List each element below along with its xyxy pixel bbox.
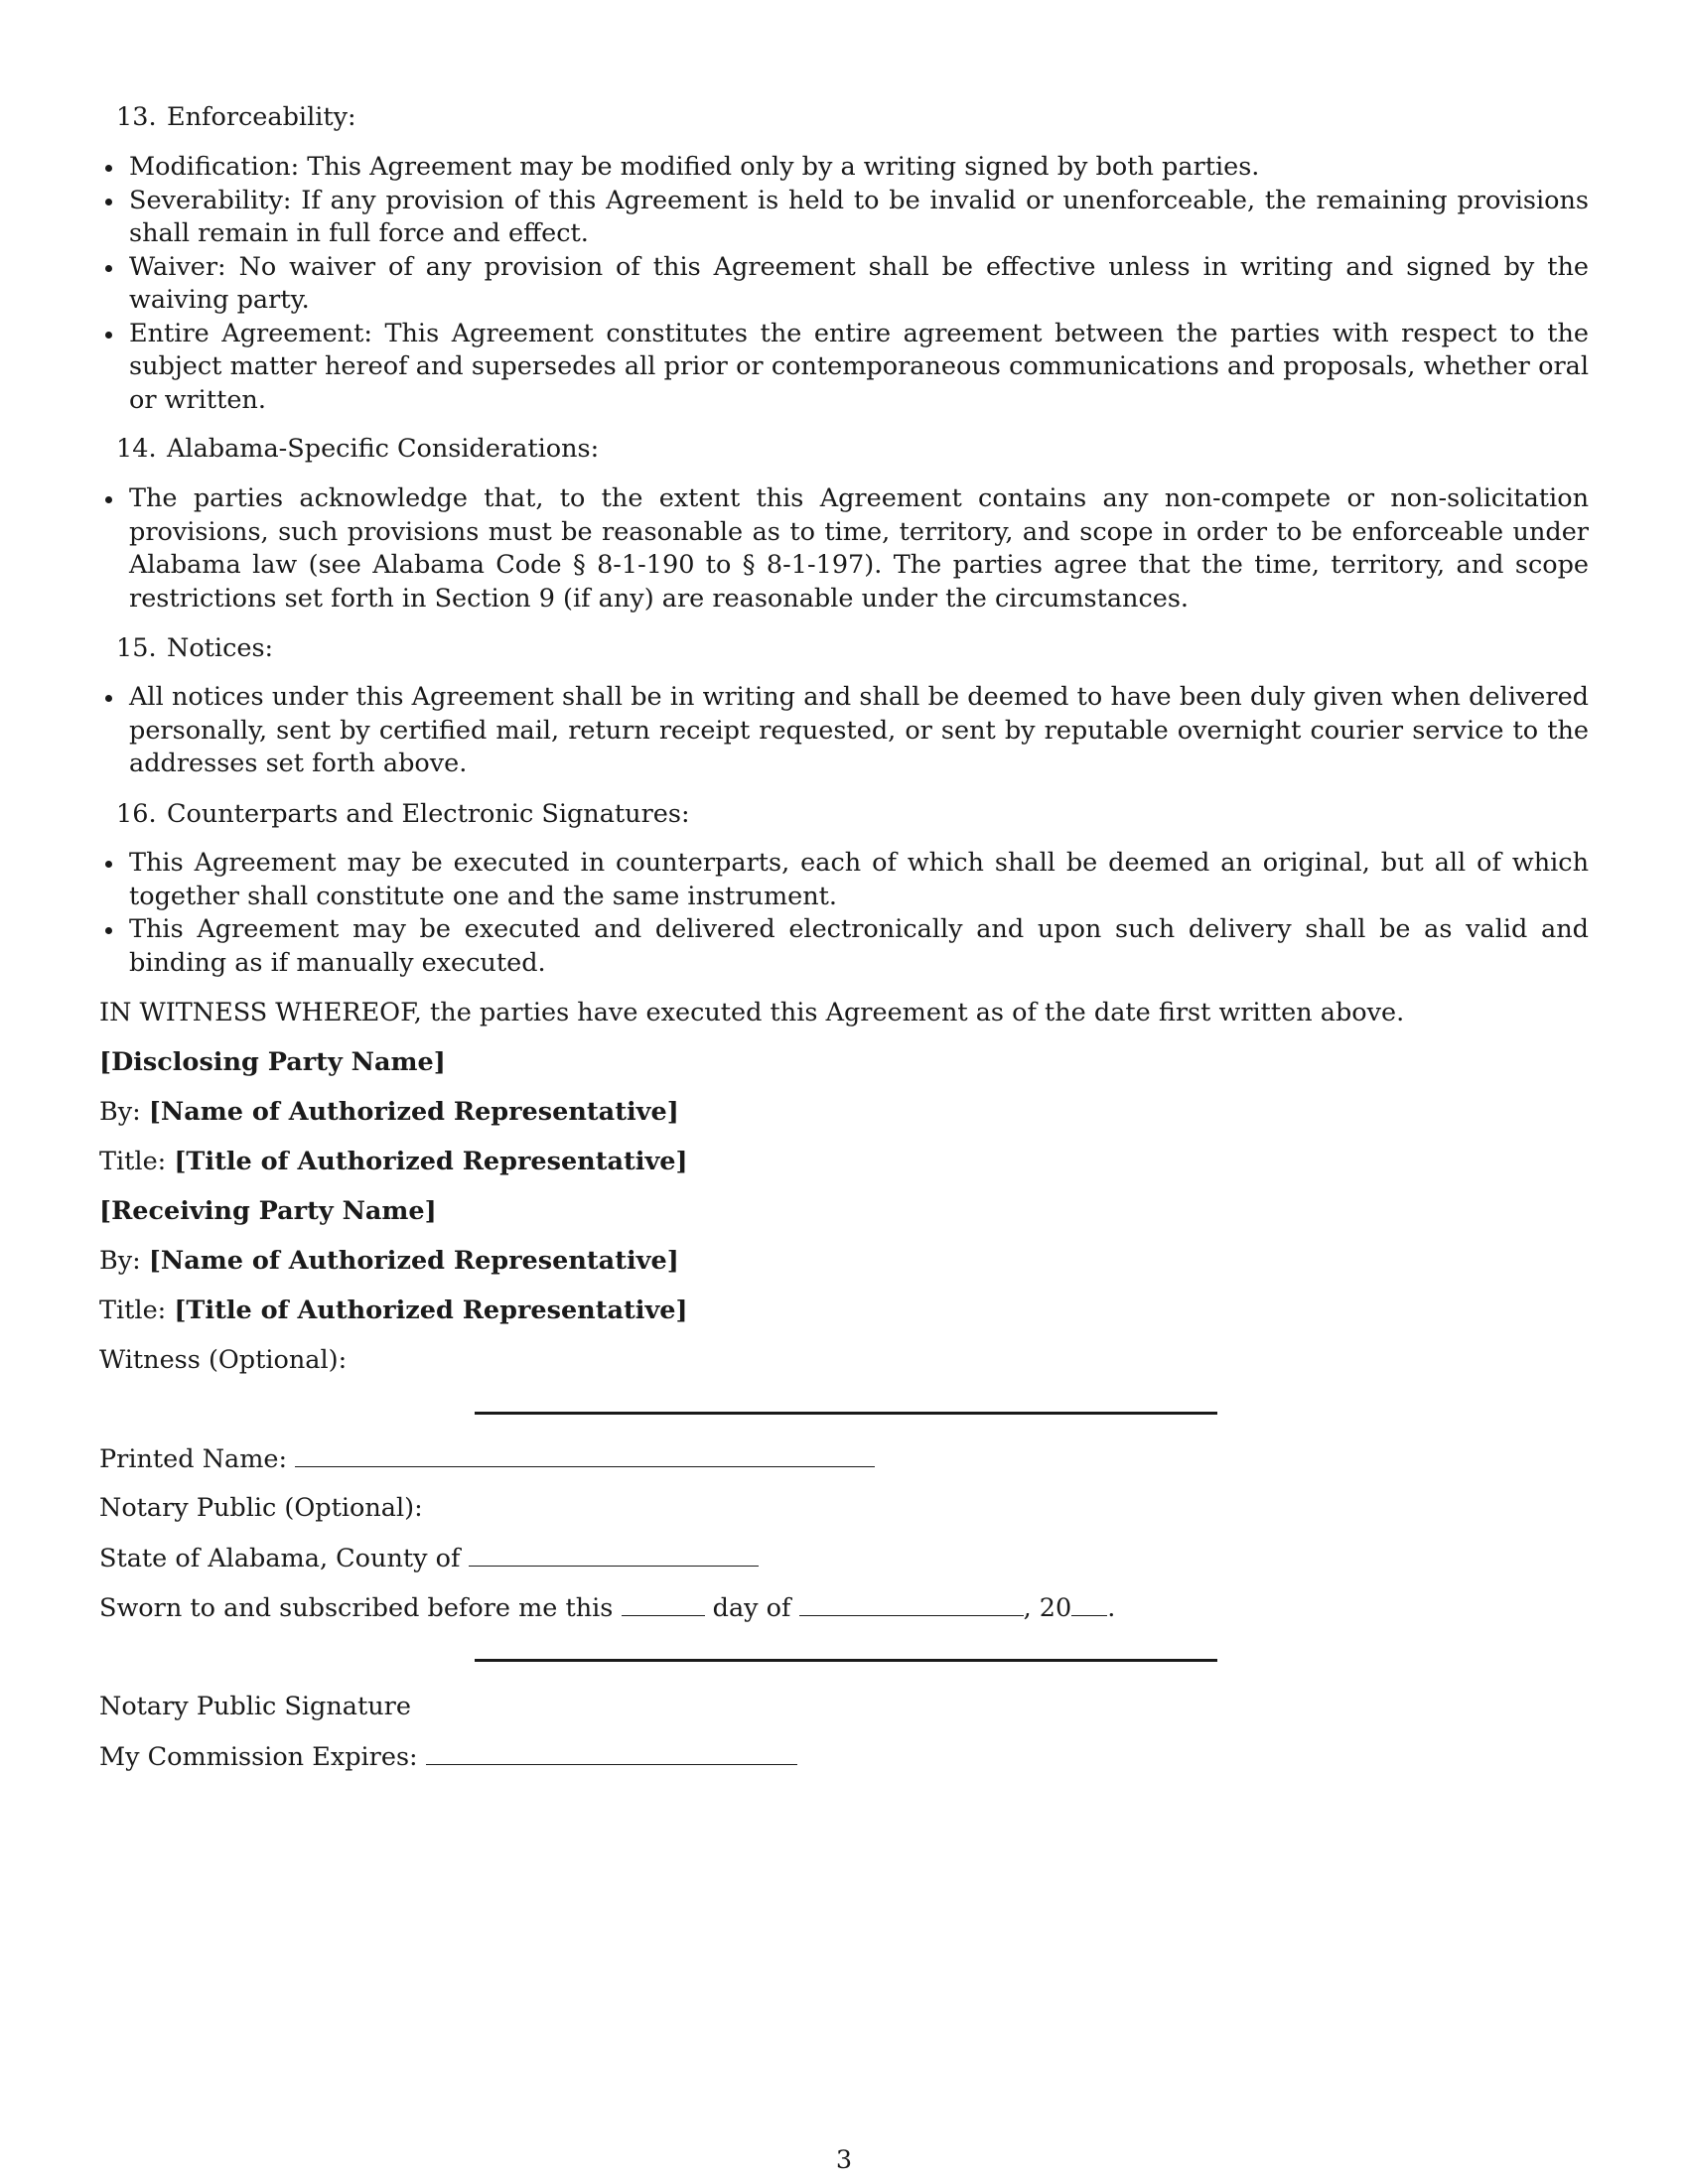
disclosing-title-line: Title: [Title of Authorized Representative]: [99, 1147, 688, 1176]
receiving-by-line: By: [Name of Authorized Representative]: [99, 1246, 679, 1276]
printed-name-line: Printed Name:: [99, 1442, 875, 1477]
commission-expires-line: My Commission Expires:: [99, 1740, 797, 1775]
receiving-title-line: Title: [Title of Authorized Representative]: [99, 1296, 688, 1325]
notary-label: Notary Public (Optional):: [99, 1493, 423, 1523]
list-item: All notices under this Agreement shall be in writing and shall be deemed to have been duly given when delivered personally, sent by certified mail, return receipt requested, or sent by reputable overnight courier service to the addresses set forth above.: [129, 681, 1589, 781]
notary-signature-line[interactable]: [475, 1659, 1217, 1662]
receiving-party-name: [Receiving Party Name]: [99, 1196, 437, 1226]
section-16-list: [129, 847, 1589, 980]
list-item: This Agreement may be executed and delivered electronically and upon such delivery shall be as valid and binding as if manually executed.: [129, 913, 1589, 980]
section-15-list: [129, 681, 1589, 781]
section-number: 14.: [116, 434, 157, 464]
list-item: This Agreement may be executed in counterparts, each of which shall be deemed an original, but all of which together shall constitute one and the same instrument.: [129, 847, 1589, 913]
section-title: Enforceability:: [167, 102, 356, 132]
page-number: 3: [835, 2145, 853, 2175]
commission-blank[interactable]: [426, 1740, 797, 1765]
section-13-list: [129, 151, 1589, 417]
section-title: Counterparts and Electronic Signatures:: [167, 799, 690, 829]
day-blank[interactable]: [622, 1591, 705, 1616]
list-item: The parties acknowledge that, to the extent this Agreement contains any non-compete or non-solicitation provisions, such provisions must be reasonable as to time, territory, and scope in order to be enforceable under Alabama law (see Alabama Code § 8-1-190 to § 8-1-197). The parties agree that the time, territory, and scope restrictions set forth in Section 9 (if any) are reasonable under the circumstances.: [129, 482, 1589, 615]
section-title: Alabama-Specific Considerations:: [167, 434, 600, 464]
list-item: Entire Agreement: This Agreement constitutes the entire agreement between the parties with respect to the subject matter hereof and supersedes all prior or contemporaneous communications and proposals, whether oral or written.: [129, 318, 1589, 418]
section-number: 13.: [116, 102, 157, 132]
county-blank[interactable]: [469, 1542, 759, 1567]
printed-name-blank[interactable]: [295, 1442, 875, 1467]
witness-signature-line[interactable]: [475, 1412, 1217, 1415]
state-county-line: State of Alabama, County of: [99, 1542, 759, 1576]
section-number: 16.: [116, 799, 157, 829]
sworn-line: Sworn to and subscribed before me this day of , 20 .: [99, 1593, 1116, 1623]
list-item: Severability: If any provision of this Agreement is held to be invalid or unenforceable, the remaining provisions shall remain in full force and effect.: [129, 185, 1589, 251]
month-blank[interactable]: [799, 1591, 1024, 1616]
witness-clause: IN WITNESS WHEREOF, the parties have executed this Agreement as of the date first written above.: [99, 998, 1405, 1027]
year-blank[interactable]: [1071, 1591, 1107, 1616]
witness-label: Witness (Optional):: [99, 1345, 348, 1375]
disclosing-by-line: By: [Name of Authorized Representative]: [99, 1097, 679, 1127]
notary-signature-label: Notary Public Signature: [99, 1692, 411, 1721]
list-item: Modification: This Agreement may be modified only by a writing signed by both parties.: [129, 151, 1589, 185]
section-14-list: [129, 482, 1589, 615]
disclosing-party-name: [Disclosing Party Name]: [99, 1047, 446, 1077]
section-title: Notices:: [167, 633, 274, 663]
list-item: Waiver: No waiver of any provision of this Agreement shall be effective unless in writing and signed by the waiving party.: [129, 251, 1589, 318]
section-number: 15.: [116, 633, 157, 663]
